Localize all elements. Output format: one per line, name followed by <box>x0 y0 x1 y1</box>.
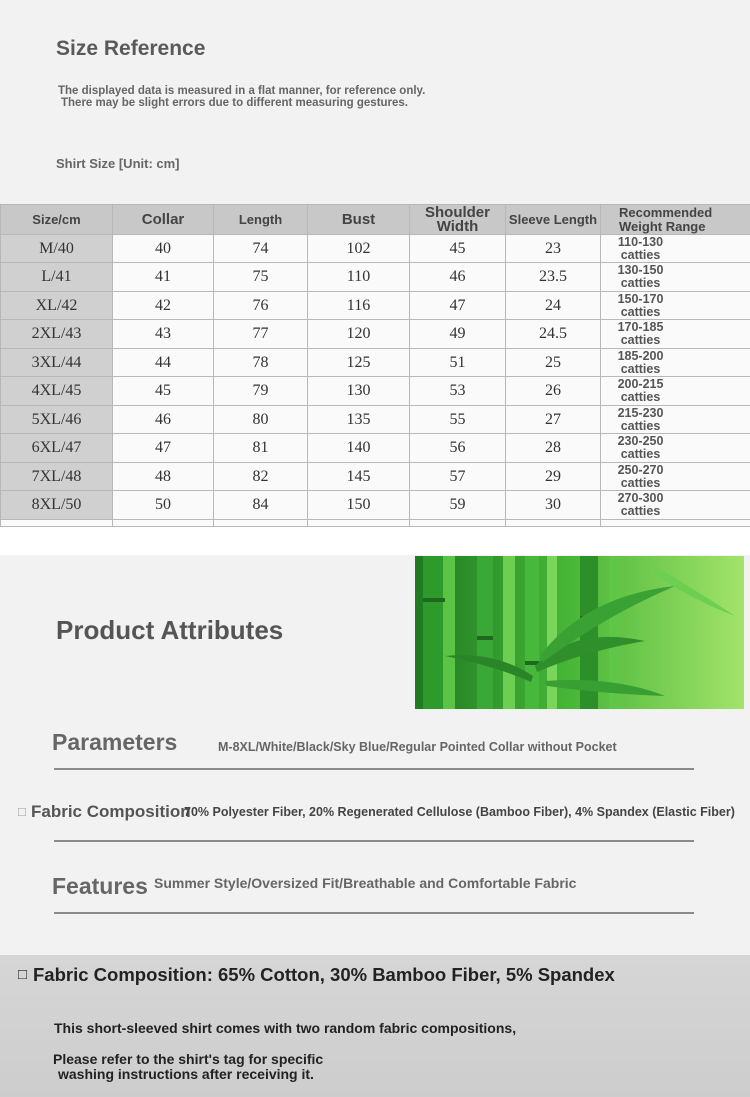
section-divider <box>0 527 750 555</box>
header-size: Size/cm <box>1 205 113 235</box>
cell-size: 3XL/44 <box>1 348 113 376</box>
cell-length: 74 <box>214 235 308 263</box>
cell-bust: 145 <box>308 462 410 490</box>
cell-shoulder-width: 47 <box>410 291 506 319</box>
cell-weight: 110-130 catties <box>601 235 750 263</box>
cell-shoulder-width: 57 <box>410 462 506 490</box>
empty-cell <box>113 519 214 526</box>
table-row <box>1 348 750 376</box>
description-line2: Please refer to the shirt's tag for specific <box>53 1051 324 1067</box>
cell-size: 7XL/48 <box>1 462 113 490</box>
features-value: Summer Style/Oversized Fit/Breathable and Comfortable Fabric <box>154 875 577 891</box>
measurement-note-line2: There may be slight errors due to different measuring gestures. <box>61 97 409 109</box>
cell-weight: 150-170 catties <box>601 291 750 319</box>
cell-bust: 125 <box>308 348 410 376</box>
cell-sleeve-length: 26 <box>506 377 601 405</box>
cell-weight: 215-230 catties <box>601 405 750 433</box>
cell-length: 79 <box>214 377 308 405</box>
cell-bust: 130 <box>308 377 410 405</box>
cell-sleeve-length: 24 <box>506 291 601 319</box>
empty-cell <box>410 519 506 526</box>
cell-collar: 45 <box>113 377 214 405</box>
cell-bust: 110 <box>308 263 410 291</box>
cell-shoulder-width: 45 <box>410 235 506 263</box>
header-collar: Collar <box>113 205 214 235</box>
cell-collar: 47 <box>113 434 214 462</box>
divider <box>54 912 694 914</box>
cell-shoulder-width: 46 <box>410 263 506 291</box>
cell-weight: 230-250 catties <box>601 434 750 462</box>
table-row <box>1 405 750 433</box>
cell-collar: 42 <box>113 291 214 319</box>
size-reference-title: Size Reference <box>56 37 206 60</box>
cell-bust: 140 <box>308 434 410 462</box>
cell-size: 4XL/45 <box>1 377 113 405</box>
parameters-label: Parameters <box>52 729 178 755</box>
cell-size: XL/42 <box>1 291 113 319</box>
box-glyph-icon: □ <box>18 804 26 819</box>
cell-sleeve-length: 27 <box>506 405 601 433</box>
cell-weight: 270-300 catties <box>601 491 750 519</box>
cell-size: M/40 <box>1 235 113 263</box>
cell-collar: 46 <box>113 405 214 433</box>
cell-sleeve-length: 29 <box>506 462 601 490</box>
empty-cell <box>1 519 113 526</box>
header-recommended-weight: Recommended Weight Range <box>601 205 750 235</box>
table-row <box>1 491 750 519</box>
product-attributes-title: Product Attributes <box>56 615 284 645</box>
cell-length: 82 <box>214 462 308 490</box>
fabric-composition-value: 70% Polyester Fiber, 20% Regenerated Cellulose (Bamboo Fiber), 4% Spandex (Elastic Fiber) <box>184 805 735 819</box>
cell-collar: 40 <box>113 235 214 263</box>
table-row <box>1 320 750 348</box>
divider <box>54 840 694 842</box>
header-length: Length <box>214 205 308 235</box>
cell-length: 78 <box>214 348 308 376</box>
cell-sleeve-length: 30 <box>506 491 601 519</box>
fabric-composition-label: Fabric Composition <box>31 802 191 821</box>
box-glyph-icon: □ <box>18 966 28 983</box>
empty-cell <box>506 519 601 526</box>
cell-bust: 102 <box>308 235 410 263</box>
cell-weight: 185-200 catties <box>601 348 750 376</box>
header-sleeve-length: Sleeve Length <box>506 205 601 235</box>
bamboo-image <box>415 556 744 709</box>
table-header-row <box>1 205 750 235</box>
header-bust: Bust <box>308 205 410 235</box>
cell-weight: 250-270 catties <box>601 462 750 490</box>
table-row <box>1 291 750 319</box>
cell-sleeve-length: 25 <box>506 348 601 376</box>
features-label: Features <box>52 873 148 899</box>
cell-length: 76 <box>214 291 308 319</box>
cell-size: 6XL/47 <box>1 434 113 462</box>
table-row <box>1 235 750 263</box>
unit-caption: Shirt Size [Unit: cm] <box>56 156 180 171</box>
cell-sleeve-length: 28 <box>506 434 601 462</box>
bamboo-photo-icon <box>415 556 744 709</box>
description-line1: This short-sleeved shirt comes with two random fabric compositions, <box>54 1020 517 1036</box>
cell-shoulder-width: 49 <box>410 320 506 348</box>
cell-weight: 130-150 catties <box>601 263 750 291</box>
parameters-value: M-8XL/White/Black/Sky Blue/Regular Pointed Collar without Pocket <box>218 740 617 754</box>
header-shoulder-width: Shoulder Width <box>410 205 506 235</box>
cell-collar: 44 <box>113 348 214 376</box>
cell-size: 5XL/46 <box>1 405 113 433</box>
cell-sleeve-length: 24.5 <box>506 320 601 348</box>
cell-collar: 48 <box>113 462 214 490</box>
cell-length: 75 <box>214 263 308 291</box>
cell-collar: 41 <box>113 263 214 291</box>
cell-size: L/41 <box>1 263 113 291</box>
cell-weight: 200-215 catties <box>601 377 750 405</box>
cell-shoulder-width: 53 <box>410 377 506 405</box>
table-row <box>1 263 750 291</box>
cell-length: 77 <box>214 320 308 348</box>
empty-cell <box>601 519 750 526</box>
cell-shoulder-width: 56 <box>410 434 506 462</box>
cell-sleeve-length: 23 <box>506 235 601 263</box>
description-line3: washing instructions after receiving it. <box>58 1066 314 1082</box>
table-spacer-row <box>1 519 750 526</box>
cell-shoulder-width: 55 <box>410 405 506 433</box>
divider <box>54 768 694 770</box>
cell-collar: 43 <box>113 320 214 348</box>
table-row <box>1 377 750 405</box>
cell-length: 84 <box>214 491 308 519</box>
cell-size: 8XL/50 <box>1 491 113 519</box>
cell-shoulder-width: 51 <box>410 348 506 376</box>
cell-bust: 150 <box>308 491 410 519</box>
cell-bust: 116 <box>308 291 410 319</box>
cell-length: 80 <box>214 405 308 433</box>
empty-cell <box>308 519 410 526</box>
cell-bust: 135 <box>308 405 410 433</box>
cell-shoulder-width: 59 <box>410 491 506 519</box>
measurement-note-line1: The displayed data is measured in a flat manner, for reference only. <box>58 85 426 97</box>
table-row <box>1 462 750 490</box>
cell-length: 81 <box>214 434 308 462</box>
size-table <box>0 204 750 527</box>
cell-size: 2XL/43 <box>1 320 113 348</box>
cell-weight: 170-185 catties <box>601 320 750 348</box>
cell-sleeve-length: 23.5 <box>506 263 601 291</box>
fabric-composition-note: Fabric Composition: 65% Cotton, 30% Bamboo Fiber, 5% Spandex <box>33 964 615 985</box>
empty-cell <box>214 519 308 526</box>
cell-collar: 50 <box>113 491 214 519</box>
table-row <box>1 434 750 462</box>
cell-bust: 120 <box>308 320 410 348</box>
